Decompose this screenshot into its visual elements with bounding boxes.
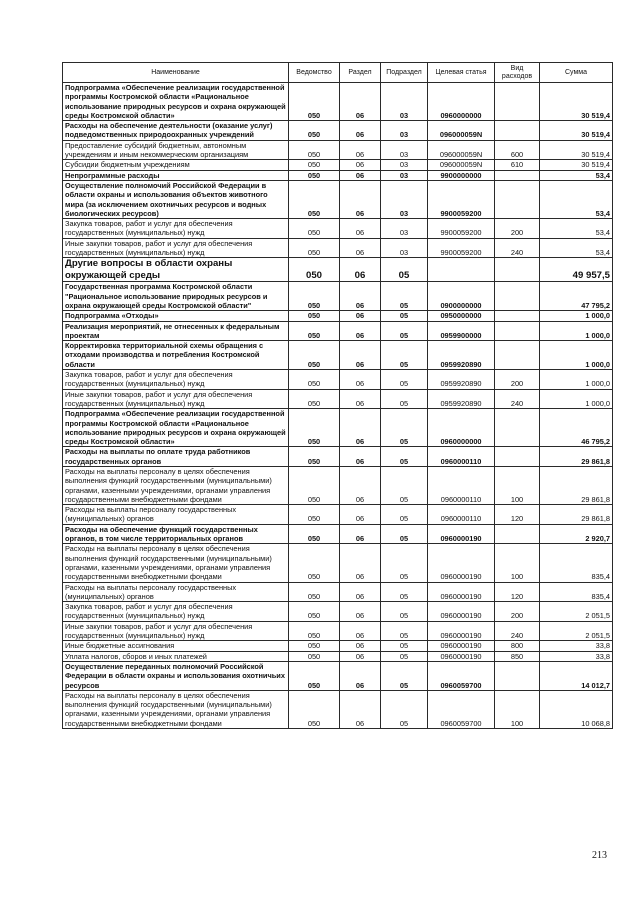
cell-summa: 30 519,4 bbox=[540, 83, 613, 121]
cell-name: Подпрограмма «Обеспечение реализации государственной программы Костромской области «Рациональное использование природных ресурсов и охрана окружающей среды Костромской области» bbox=[63, 409, 289, 447]
cell-vid-rashodov: 100 bbox=[495, 466, 540, 504]
cell-vedomstvo: 050 bbox=[289, 690, 340, 728]
cell-name: Расходы на выплаты персоналу в целях обеспечения выполнения функций государственными (муниципальными) органами, казенными учреждениями, органами управления государственными внебюджетными фондами bbox=[63, 544, 289, 582]
cell-name: Иные бюджетные ассигнования bbox=[63, 641, 289, 651]
cell-celevaya-statya: 096000059N bbox=[428, 160, 495, 170]
cell-vid-rashodov bbox=[495, 311, 540, 321]
cell-razdel: 06 bbox=[340, 524, 381, 544]
table-row bbox=[63, 311, 613, 321]
cell-summa: 1 000,0 bbox=[540, 321, 613, 341]
table-row bbox=[63, 661, 613, 690]
cell-vedomstvo: 050 bbox=[289, 311, 340, 321]
table-row bbox=[63, 582, 613, 602]
cell-podrazdel: 03 bbox=[381, 180, 428, 218]
cell-celevaya-statya: 0960000190 bbox=[428, 621, 495, 641]
cell-celevaya-statya: 0960000190 bbox=[428, 544, 495, 582]
cell-summa: 29 861,8 bbox=[540, 447, 613, 467]
cell-razdel: 06 bbox=[340, 219, 381, 239]
cell-vid-rashodov: 240 bbox=[495, 389, 540, 409]
cell-razdel: 06 bbox=[340, 466, 381, 504]
cell-name: Осуществление переданных полномочий Российской Федерации в области охраны и использования охотничьих ресурсов bbox=[63, 661, 289, 690]
cell-razdel: 06 bbox=[340, 311, 381, 321]
table-row bbox=[63, 321, 613, 341]
cell-celevaya-statya: 9900059200 bbox=[428, 238, 495, 258]
cell-razdel: 06 bbox=[340, 651, 381, 661]
cell-podrazdel: 05 bbox=[381, 447, 428, 467]
cell-razdel: 06 bbox=[340, 83, 381, 121]
cell-summa: 33,8 bbox=[540, 641, 613, 651]
cell-vedomstvo: 050 bbox=[289, 602, 340, 622]
cell-vid-rashodov: 120 bbox=[495, 582, 540, 602]
table-row bbox=[63, 602, 613, 622]
cell-vid-rashodov: 240 bbox=[495, 238, 540, 258]
header-row bbox=[63, 63, 613, 83]
cell-vid-rashodov: 200 bbox=[495, 370, 540, 390]
cell-vedomstvo: 050 bbox=[289, 170, 340, 180]
table-row bbox=[63, 641, 613, 651]
header-name: Наименование bbox=[63, 63, 289, 83]
cell-name: Закупка товаров, работ и услуг для обеспечения государственных (муниципальных) нужд bbox=[63, 219, 289, 239]
cell-summa: 1 000,0 bbox=[540, 311, 613, 321]
cell-vid-rashodov bbox=[495, 524, 540, 544]
header-vid-rashodov: Вид расходов bbox=[495, 63, 540, 83]
cell-celevaya-statya: 0960000190 bbox=[428, 602, 495, 622]
table-row bbox=[63, 219, 613, 239]
cell-celevaya-statya: 0950000000 bbox=[428, 311, 495, 321]
cell-podrazdel: 05 bbox=[381, 370, 428, 390]
cell-celevaya-statya: 0960000110 bbox=[428, 447, 495, 467]
header-celevaya-statya: Целевая статья bbox=[428, 63, 495, 83]
cell-name: Расходы на выплаты персоналу в целях обеспечения выполнения функций государственными (муниципальными) органами, казенными учреждениями, органами управления государственными внебюджетными фондами bbox=[63, 466, 289, 504]
table-row bbox=[63, 651, 613, 661]
cell-summa: 835,4 bbox=[540, 544, 613, 582]
cell-summa: 53,4 bbox=[540, 238, 613, 258]
table-row bbox=[63, 690, 613, 728]
cell-razdel: 06 bbox=[340, 160, 381, 170]
cell-vedomstvo: 050 bbox=[289, 160, 340, 170]
cell-vedomstvo: 050 bbox=[289, 505, 340, 525]
cell-celevaya-statya: 0960059700 bbox=[428, 690, 495, 728]
cell-vid-rashodov: 240 bbox=[495, 621, 540, 641]
cell-celevaya-statya: 0960000000 bbox=[428, 409, 495, 447]
cell-name: Расходы на обеспечение деятельности (оказание услуг) подведомственных природоохранных учреждений bbox=[63, 121, 289, 141]
cell-razdel: 06 bbox=[340, 370, 381, 390]
cell-summa: 49 957,5 bbox=[540, 258, 613, 282]
table-row bbox=[63, 621, 613, 641]
cell-vid-rashodov bbox=[495, 661, 540, 690]
cell-podrazdel: 05 bbox=[381, 505, 428, 525]
cell-summa: 1 000,0 bbox=[540, 370, 613, 390]
cell-summa: 2 051,5 bbox=[540, 621, 613, 641]
cell-razdel: 06 bbox=[340, 505, 381, 525]
cell-summa: 53,4 bbox=[540, 170, 613, 180]
cell-celevaya-statya: 0959920890 bbox=[428, 370, 495, 390]
cell-podrazdel: 05 bbox=[381, 524, 428, 544]
cell-vedomstvo: 050 bbox=[289, 544, 340, 582]
cell-summa: 835,4 bbox=[540, 582, 613, 602]
cell-celevaya-statya: 0960000190 bbox=[428, 651, 495, 661]
cell-vid-rashodov bbox=[495, 341, 540, 370]
cell-vid-rashodov bbox=[495, 83, 540, 121]
cell-vid-rashodov: 610 bbox=[495, 160, 540, 170]
cell-summa: 33,8 bbox=[540, 651, 613, 661]
cell-summa: 30 519,4 bbox=[540, 140, 613, 160]
cell-celevaya-statya: 0960000000 bbox=[428, 83, 495, 121]
cell-vid-rashodov bbox=[495, 321, 540, 341]
table-row bbox=[63, 505, 613, 525]
cell-vedomstvo: 050 bbox=[289, 321, 340, 341]
cell-celevaya-statya: 0960000190 bbox=[428, 641, 495, 651]
cell-summa: 2 920,7 bbox=[540, 524, 613, 544]
cell-celevaya-statya: 096000059N bbox=[428, 140, 495, 160]
cell-podrazdel: 03 bbox=[381, 219, 428, 239]
cell-vid-rashodov bbox=[495, 258, 540, 282]
table-row bbox=[63, 121, 613, 141]
cell-summa: 29 861,8 bbox=[540, 466, 613, 504]
cell-summa: 10 068,8 bbox=[540, 690, 613, 728]
cell-vid-rashodov: 100 bbox=[495, 690, 540, 728]
header-vedomstvo: Ведомство bbox=[289, 63, 340, 83]
cell-vedomstvo: 050 bbox=[289, 370, 340, 390]
cell-podrazdel: 03 bbox=[381, 170, 428, 180]
cell-razdel: 06 bbox=[340, 282, 381, 311]
cell-vid-rashodov bbox=[495, 409, 540, 447]
cell-podrazdel: 05 bbox=[381, 661, 428, 690]
cell-vedomstvo: 050 bbox=[289, 341, 340, 370]
cell-name: Предоставление субсидий бюджетным, автономным учреждениям и иным некоммерческим организациям bbox=[63, 140, 289, 160]
cell-name: Иные закупки товаров, работ и услуг для обеспечения государственных (муниципальных) нужд bbox=[63, 621, 289, 641]
cell-name: Расходы на выплаты персоналу государственных (муниципальных) органов bbox=[63, 582, 289, 602]
cell-celevaya-statya: 0959920890 bbox=[428, 389, 495, 409]
cell-razdel: 06 bbox=[340, 621, 381, 641]
cell-vedomstvo: 050 bbox=[289, 447, 340, 467]
cell-celevaya-statya: 0960000110 bbox=[428, 505, 495, 525]
cell-vedomstvo: 050 bbox=[289, 651, 340, 661]
cell-podrazdel: 05 bbox=[381, 258, 428, 282]
cell-name: Расходы на выплаты персоналу государственных (муниципальных) органов bbox=[63, 505, 289, 525]
cell-podrazdel: 03 bbox=[381, 238, 428, 258]
cell-vid-rashodov bbox=[495, 447, 540, 467]
cell-name: Закупка товаров, работ и услуг для обеспечения государственных (муниципальных) нужд bbox=[63, 370, 289, 390]
cell-vedomstvo: 050 bbox=[289, 409, 340, 447]
cell-celevaya-statya: 9900059200 bbox=[428, 180, 495, 218]
cell-vid-rashodov: 200 bbox=[495, 602, 540, 622]
cell-razdel: 06 bbox=[340, 121, 381, 141]
table-header bbox=[63, 63, 613, 83]
cell-podrazdel: 05 bbox=[381, 311, 428, 321]
cell-podrazdel: 05 bbox=[381, 690, 428, 728]
table-row bbox=[63, 544, 613, 582]
cell-name: Подпрограмма «Обеспечение реализации государственной программы Костромской области «Рациональное использование природных ресурсов и охрана окружающей среды Костромской области» bbox=[63, 83, 289, 121]
cell-celevaya-statya: 0960059700 bbox=[428, 661, 495, 690]
cell-name: Непрограммные расходы bbox=[63, 170, 289, 180]
cell-celevaya-statya: 0960000190 bbox=[428, 524, 495, 544]
table-row bbox=[63, 370, 613, 390]
cell-podrazdel: 05 bbox=[381, 409, 428, 447]
cell-razdel: 06 bbox=[340, 258, 381, 282]
table-row bbox=[63, 389, 613, 409]
cell-razdel: 06 bbox=[340, 341, 381, 370]
cell-summa: 29 861,8 bbox=[540, 505, 613, 525]
cell-podrazdel: 05 bbox=[381, 621, 428, 641]
cell-celevaya-statya bbox=[428, 258, 495, 282]
cell-name: Государственная программа Костромской области "Рациональное использование природных ресурсов и охрана окружающей среды Костромской области" bbox=[63, 282, 289, 311]
cell-summa: 53,4 bbox=[540, 219, 613, 239]
cell-vid-rashodov bbox=[495, 170, 540, 180]
cell-name: Иные закупки товаров, работ и услуг для обеспечения государственных (муниципальных) нужд bbox=[63, 238, 289, 258]
cell-razdel: 06 bbox=[340, 180, 381, 218]
cell-razdel: 06 bbox=[340, 389, 381, 409]
cell-razdel: 06 bbox=[340, 690, 381, 728]
cell-podrazdel: 05 bbox=[381, 651, 428, 661]
cell-vedomstvo: 050 bbox=[289, 238, 340, 258]
cell-name: Осуществление полномочий Российской Федерации в области охраны и использования объектов животного мира (за исключением охотничьих ресурсов и водных биологических ресурсов) bbox=[63, 180, 289, 218]
cell-vedomstvo: 050 bbox=[289, 180, 340, 218]
cell-celevaya-statya: 0960000190 bbox=[428, 582, 495, 602]
cell-celevaya-statya: 0959900000 bbox=[428, 321, 495, 341]
cell-vid-rashodov: 600 bbox=[495, 140, 540, 160]
cell-name: Субсидии бюджетным учреждениям bbox=[63, 160, 289, 170]
cell-podrazdel: 03 bbox=[381, 83, 428, 121]
table-row bbox=[63, 160, 613, 170]
cell-summa: 30 519,4 bbox=[540, 160, 613, 170]
cell-vedomstvo: 050 bbox=[289, 83, 340, 121]
cell-summa: 2 051,5 bbox=[540, 602, 613, 622]
cell-razdel: 06 bbox=[340, 544, 381, 582]
cell-name: Подпрограмма «Отходы» bbox=[63, 311, 289, 321]
cell-razdel: 06 bbox=[340, 641, 381, 651]
table-row bbox=[63, 282, 613, 311]
table-row bbox=[63, 170, 613, 180]
table-row bbox=[63, 447, 613, 467]
cell-razdel: 06 bbox=[340, 582, 381, 602]
cell-summa: 1 000,0 bbox=[540, 341, 613, 370]
cell-vid-rashodov bbox=[495, 282, 540, 311]
table-row bbox=[63, 238, 613, 258]
cell-name: Расходы на выплаты персоналу в целях обеспечения выполнения функций государственными (муниципальными) органами, казенными учреждениями, органами управления государственными внебюджетными фондами bbox=[63, 690, 289, 728]
cell-celevaya-statya: 096000059N bbox=[428, 121, 495, 141]
cell-vedomstvo: 050 bbox=[289, 282, 340, 311]
cell-podrazdel: 05 bbox=[381, 602, 428, 622]
cell-podrazdel: 03 bbox=[381, 121, 428, 141]
cell-vedomstvo: 050 bbox=[289, 121, 340, 141]
cell-name: Расходы на выплаты по оплате труда работников государственных органов bbox=[63, 447, 289, 467]
cell-podrazdel: 05 bbox=[381, 341, 428, 370]
cell-razdel: 06 bbox=[340, 602, 381, 622]
budget-table bbox=[62, 62, 613, 729]
table-row bbox=[63, 258, 613, 282]
cell-podrazdel: 05 bbox=[381, 466, 428, 504]
cell-vedomstvo: 050 bbox=[289, 621, 340, 641]
table-row bbox=[63, 83, 613, 121]
cell-vid-rashodov: 800 bbox=[495, 641, 540, 651]
table-row bbox=[63, 140, 613, 160]
table-row bbox=[63, 341, 613, 370]
page-number: 213 bbox=[592, 850, 607, 861]
cell-vedomstvo: 050 bbox=[289, 258, 340, 282]
cell-vedomstvo: 050 bbox=[289, 466, 340, 504]
cell-summa: 30 519,4 bbox=[540, 121, 613, 141]
cell-vedomstvo: 050 bbox=[289, 140, 340, 160]
cell-razdel: 06 bbox=[340, 409, 381, 447]
cell-razdel: 06 bbox=[340, 238, 381, 258]
cell-razdel: 06 bbox=[340, 140, 381, 160]
cell-vedomstvo: 050 bbox=[289, 661, 340, 690]
cell-vid-rashodov: 850 bbox=[495, 651, 540, 661]
cell-celevaya-statya: 0959920890 bbox=[428, 341, 495, 370]
cell-summa: 53,4 bbox=[540, 180, 613, 218]
cell-podrazdel: 05 bbox=[381, 282, 428, 311]
header-podrazdel: Подраздел bbox=[381, 63, 428, 83]
cell-podrazdel: 05 bbox=[381, 641, 428, 651]
cell-razdel: 06 bbox=[340, 170, 381, 180]
cell-vid-rashodov bbox=[495, 180, 540, 218]
table-body bbox=[63, 83, 613, 729]
cell-summa: 14 012,7 bbox=[540, 661, 613, 690]
cell-summa: 47 795,2 bbox=[540, 282, 613, 311]
cell-podrazdel: 03 bbox=[381, 160, 428, 170]
cell-vedomstvo: 050 bbox=[289, 582, 340, 602]
cell-celevaya-statya: 0960000110 bbox=[428, 466, 495, 504]
cell-summa: 46 795,2 bbox=[540, 409, 613, 447]
cell-podrazdel: 03 bbox=[381, 140, 428, 160]
cell-vedomstvo: 050 bbox=[289, 524, 340, 544]
cell-vedomstvo: 050 bbox=[289, 219, 340, 239]
cell-podrazdel: 05 bbox=[381, 544, 428, 582]
header-summa: Сумма bbox=[540, 63, 613, 83]
table-row bbox=[63, 409, 613, 447]
cell-razdel: 06 bbox=[340, 661, 381, 690]
cell-name: Корректировка территориальной схемы обращения с отходами производства и потребления Костромской области bbox=[63, 341, 289, 370]
cell-vedomstvo: 050 bbox=[289, 389, 340, 409]
cell-vid-rashodov bbox=[495, 121, 540, 141]
cell-name: Иные закупки товаров, работ и услуг для обеспечения государственных (муниципальных) нужд bbox=[63, 389, 289, 409]
cell-razdel: 06 bbox=[340, 321, 381, 341]
cell-vid-rashodov: 100 bbox=[495, 544, 540, 582]
cell-podrazdel: 05 bbox=[381, 582, 428, 602]
table-row bbox=[63, 466, 613, 504]
cell-razdel: 06 bbox=[340, 447, 381, 467]
cell-name: Закупка товаров, работ и услуг для обеспечения государственных (муниципальных) нужд bbox=[63, 602, 289, 622]
cell-celevaya-statya: 9900000000 bbox=[428, 170, 495, 180]
cell-name: Другие вопросы в области охраны окружающей среды bbox=[63, 258, 289, 282]
cell-name: Реализация мероприятий, не отнесенных к федеральным проектам bbox=[63, 321, 289, 341]
table-row bbox=[63, 180, 613, 218]
header-razdel: Раздел bbox=[340, 63, 381, 83]
cell-name: Уплата налогов, сборов и иных платежей bbox=[63, 651, 289, 661]
cell-celevaya-statya: 9900059200 bbox=[428, 219, 495, 239]
cell-podrazdel: 05 bbox=[381, 389, 428, 409]
cell-vid-rashodov: 200 bbox=[495, 219, 540, 239]
cell-vid-rashodov: 120 bbox=[495, 505, 540, 525]
cell-name: Расходы на обеспечение функций государственных органов, в том числе территориальных органов bbox=[63, 524, 289, 544]
cell-celevaya-statya: 0900000000 bbox=[428, 282, 495, 311]
cell-podrazdel: 05 bbox=[381, 321, 428, 341]
cell-vedomstvo: 050 bbox=[289, 641, 340, 651]
cell-summa: 1 000,0 bbox=[540, 389, 613, 409]
table-row bbox=[63, 524, 613, 544]
